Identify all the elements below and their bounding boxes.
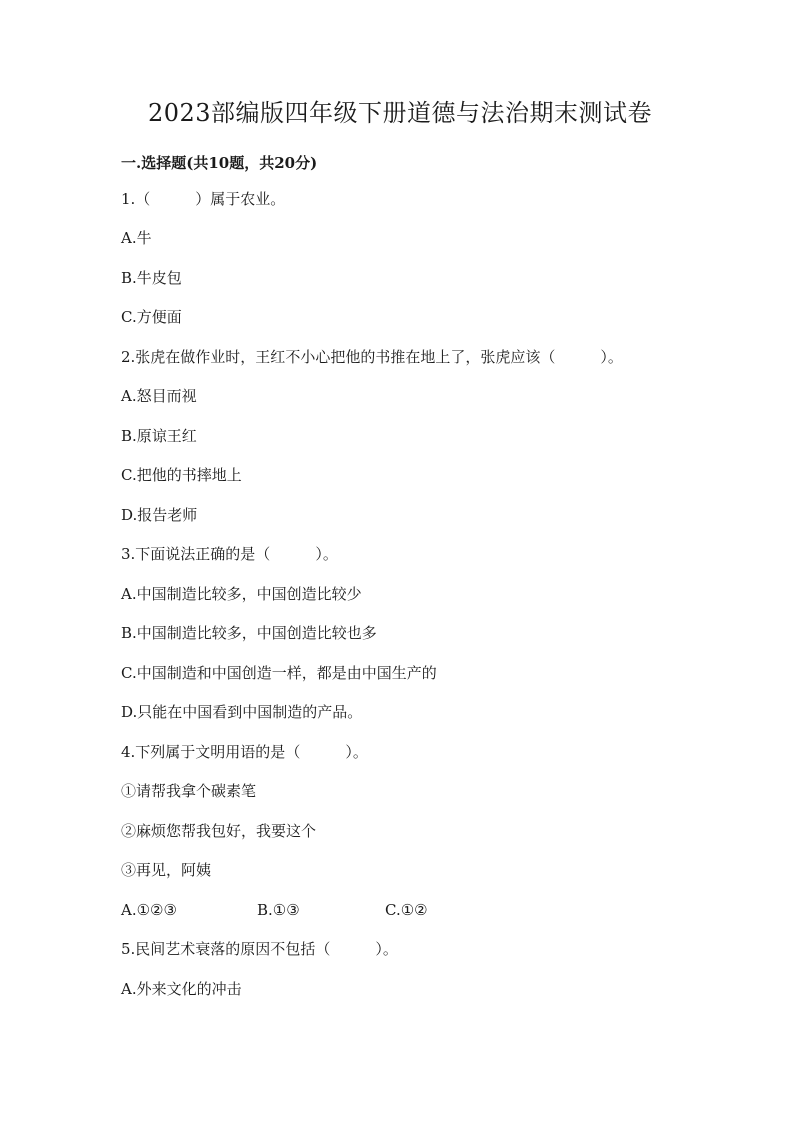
question-1-option-a: A.牛 xyxy=(121,229,152,247)
question-4-item-2: ②麻烦您帮我包好，我要这个 xyxy=(121,822,317,840)
question-4-option-b: B.①③ xyxy=(257,901,300,919)
question-2-option-b: B.原谅王红 xyxy=(121,427,197,445)
question-5-stem: 5.民间艺术衰落的原因不包括（ ）。 xyxy=(121,940,398,958)
question-5-option-a: A.外来文化的冲击 xyxy=(121,980,242,998)
section-heading: 一.选择题(共10题，共20分) xyxy=(121,154,318,172)
question-4-option-a: A.①②③ xyxy=(121,901,177,919)
question-2-stem: 2.张虎在做作业时，王红不小心把他的书推在地上了，张虎应该（ ）。 xyxy=(121,348,623,366)
question-1-option-b: B.牛皮包 xyxy=(121,269,182,287)
question-4-options-row xyxy=(121,899,641,921)
question-2-option-d: D.报告老师 xyxy=(121,506,198,524)
question-3-option-a: A.中国制造比较多，中国创造比较少 xyxy=(121,585,362,603)
question-3-option-c: C.中国制造和中国创造一样，都是由中国生产的 xyxy=(121,664,437,682)
question-3-option-b: B.中国制造比较多，中国创造比较也多 xyxy=(121,624,377,642)
question-4-option-c: C.①② xyxy=(385,901,428,919)
question-3-option-d: D.只能在中国看到中国制造的产品。 xyxy=(121,703,363,721)
question-2-option-c: C.把他的书摔地上 xyxy=(121,466,242,484)
question-3-stem: 3.下面说法正确的是（ ）。 xyxy=(121,545,338,563)
question-4-item-1: ①请帮我拿个碳素笔 xyxy=(121,782,257,800)
question-4-stem: 4.下列属于文明用语的是（ ）。 xyxy=(121,743,368,761)
question-1-stem: 1.（ ）属于农业。 xyxy=(121,190,286,208)
page-title: 2023部编版四年级下册道德与法治期末测试卷 xyxy=(147,99,653,127)
question-4-item-3: ③再见，阿姨 xyxy=(121,861,212,879)
question-1-option-c: C.方便面 xyxy=(121,308,182,326)
question-2-option-a: A.怒目而视 xyxy=(121,387,197,405)
